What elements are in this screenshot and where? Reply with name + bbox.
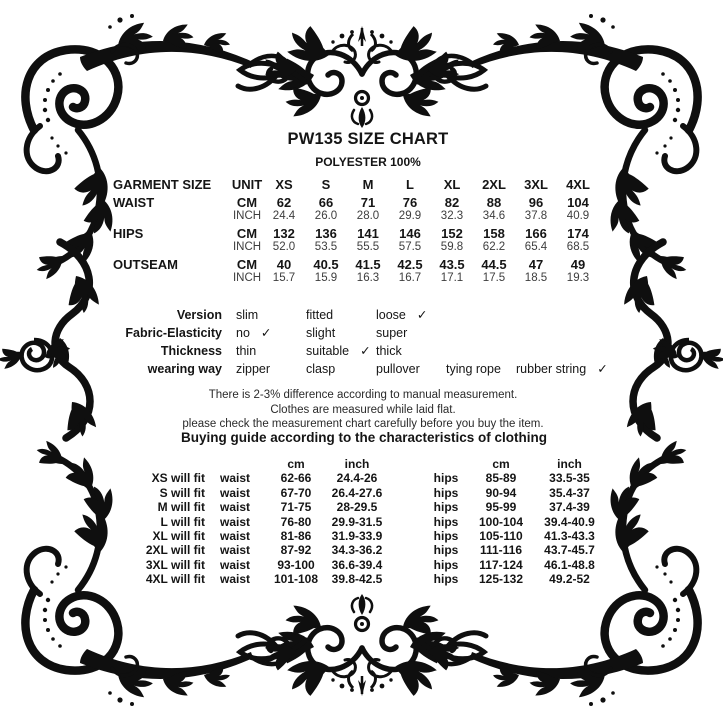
measure-label [113,210,231,223]
guide-waist-inch: 34.3-36.2 [331,543,383,558]
guide-waist-label: waist [219,485,250,500]
guide-row [120,500,607,514]
guide-spacer [387,529,422,543]
guide-header-row [120,457,607,471]
guide-row [120,543,607,557]
size-value: 65.4 [524,241,548,253]
attribute-option-text: clasp [306,362,336,376]
unit-label: CM [236,226,258,241]
check-icon: ✓ [260,326,272,340]
size-value: 68.5 [566,241,590,253]
attribute-option-text: super [376,326,408,340]
attribute-option [376,342,442,360]
size-col-header: 4XL [566,177,590,192]
guide-hips-label: hips [433,485,459,500]
guide-size-label: M will fit [157,500,205,515]
guide-waist-inch: 36.6-39.4 [331,557,383,572]
size-value: 52.0 [272,241,296,253]
attribute-row [112,360,612,378]
size-value: 29.9 [398,210,422,222]
buying-guide-table [120,457,607,587]
size-value: 59.8 [440,241,464,253]
guide-waist-label: waist [219,572,250,587]
size-value: 42.5 [397,257,423,272]
size-value: 66 [318,195,334,210]
size-table-header-row [113,177,599,192]
size-col-header: UNIT [231,177,263,192]
guide-spacer [387,500,422,514]
size-col-header: M [362,177,374,192]
guide-size-label: 4XL will fit [145,572,205,587]
attribute-option-text: pullover [376,362,420,376]
measurement-notes [0,388,723,432]
size-value: 24.4 [272,210,296,222]
guide-row [120,515,607,529]
size-value: 47 [528,257,544,272]
attribute-option [236,324,302,342]
guide-waist-cm: 62-66 [280,471,312,486]
size-value: 34.6 [482,210,506,222]
guide-header-spacer [387,457,422,471]
attribute-row [112,342,612,360]
check-icon: ✓ [416,308,428,322]
size-value: 19.3 [566,272,590,284]
size-value: 158 [483,226,505,241]
attribute-option-text: no [236,326,250,340]
size-value: 166 [525,226,547,241]
size-value: 174 [567,226,589,241]
size-value: 43.5 [439,257,465,272]
guide-row [120,558,607,572]
size-value: 132 [273,226,295,241]
attribute-label: Fabric-Elasticity [125,326,222,340]
size-value: 71 [360,195,376,210]
size-table-row [113,210,599,223]
guide-hips-cm: 111-116 [479,543,523,558]
size-value: 26.0 [314,210,338,222]
guide-size-label: L will fit [160,514,205,529]
guide-hips-cm: 105-110 [479,529,523,544]
guide-hips-inch: 37.4-39 [549,500,590,515]
attribute-label: Thickness [160,344,222,358]
guide-waist-cm: 87-92 [280,543,312,558]
size-value: 53.5 [314,241,338,253]
size-value: 40 [276,257,292,272]
page-title: PW135 SIZE CHART [287,130,449,148]
size-col-header: L [406,177,414,192]
attribute-option-text: rubber string [516,362,587,376]
guide-hips-inch: 46.1-48.8 [544,557,595,572]
attribute-option [236,342,302,360]
guide-hips-cm: 100-104 [478,514,524,529]
note-line: Clothes are measured while laid flat. [270,403,456,416]
size-value: 76 [402,195,418,210]
attribute-option [306,360,372,378]
clothing-attributes [112,306,612,378]
guide-spacer [387,515,422,529]
guide-size-label: XS will fit [151,471,205,486]
guide-size-label: 2XL will fit [145,543,205,558]
guide-waist-label: waist [219,500,250,515]
size-value: 62 [276,195,292,210]
size-value: 141 [357,226,379,241]
guide-spacer [387,471,422,485]
attribute-label: wearing way [147,362,222,376]
guide-waist-cm: 67-70 [280,485,312,500]
guide-row [120,486,607,500]
size-table-row [113,254,599,272]
attribute-option-text: slight [306,326,336,340]
guide-col-header: cm [492,457,510,471]
size-value: 37.8 [524,210,548,222]
guide-spacer [387,558,422,572]
guide-hips-cm: 117-124 [479,557,523,572]
size-table-row [113,241,599,254]
guide-waist-inch: 39.8-42.5 [331,572,383,587]
attribute-option [516,360,608,378]
guide-waist-cm: 81-86 [280,529,312,544]
measure-label [113,272,231,285]
size-col-header: GARMENT SIZE [113,177,212,192]
size-value: 17.5 [482,272,506,284]
size-value: 41.5 [355,257,381,272]
size-col-header: XL [443,177,461,192]
attribute-option-text: tying rope [446,362,501,376]
size-value: 16.7 [398,272,422,284]
guide-size-label: S will fit [159,485,205,500]
attribute-option-text: suitable [306,344,350,358]
guide-spacer [387,486,422,500]
guide-hips-cm: 95-99 [485,500,517,515]
attribute-option [306,306,372,324]
guide-col-header: inch [557,457,582,471]
guide-col-header: inch [344,457,370,471]
measure-label [113,241,231,254]
guide-waist-cm: 101-108 [273,572,319,587]
guide-waist-label: waist [219,543,250,558]
guide-waist-label: waist [219,514,250,529]
material-subtitle: POLYESTER 100% [315,155,421,169]
note-line: There is 2-3% difference according to manual measurement. [208,389,518,401]
attribute-option-text: thick [376,344,402,358]
attribute-row [112,324,612,342]
size-value: 40.5 [313,257,339,272]
guide-waist-label: waist [219,557,250,572]
size-table [113,177,599,285]
guide-col-header: cm [287,457,305,471]
size-value: 88 [486,195,502,210]
guide-waist-cm: 76-80 [280,514,312,529]
guide-waist-inch: 31.9-33.9 [331,529,383,544]
guide-hips-inch: 49.2-52 [549,572,590,587]
guide-waist-cm: 93-100 [277,557,315,572]
guide-waist-inch: 28-29.5 [336,500,378,515]
size-value: 96 [528,195,544,210]
size-value: 44.5 [481,257,507,272]
attribute-option [306,324,372,342]
guide-hips-label: hips [433,514,459,529]
size-value: 57.5 [398,241,422,253]
attribute-option [446,360,512,378]
guide-spacer [387,543,422,557]
guide-header-spacer [205,457,265,471]
guide-hips-inch: 39.4-40.9 [544,514,595,529]
guide-size-label: XL will fit [152,529,205,544]
size-table-row [113,223,599,241]
attribute-option [236,360,302,378]
size-table-row [113,272,599,285]
size-value: 15.9 [314,272,338,284]
unit-label: CM [236,195,258,210]
guide-waist-inch: 26.4-27.6 [331,485,383,500]
measure-label: OUTSEAM [113,257,178,272]
guide-header-spacer [422,457,470,471]
size-value: 18.5 [524,272,548,284]
unit-label: CM [236,257,258,272]
check-icon: ✓ [360,344,371,358]
unit-label: INCH [232,210,262,222]
guide-hips-inch: 33.5-35 [549,471,590,486]
check-icon: ✓ [597,362,608,376]
guide-hips-label: hips [433,557,459,572]
guide-waist-inch: 29.9-31.5 [331,514,383,529]
guide-header-spacer [120,457,205,471]
attribute-label: Version [176,308,222,322]
buying-guide-heading: Buying guide according to the characteristics of clothing [180,430,548,445]
guide-waist-cm: 71-75 [280,500,312,515]
size-value: 146 [399,226,421,241]
size-col-header: S [321,177,331,192]
guide-hips-label: hips [433,529,459,544]
size-col-header: 2XL [482,177,506,192]
attribute-option-text: loose [376,308,406,322]
guide-row [120,572,607,586]
guide-spacer [387,572,422,586]
size-value: 152 [441,226,463,241]
attribute-option-text: slim [236,308,259,322]
guide-waist-label: waist [219,471,250,486]
size-value: 32.3 [440,210,464,222]
guide-size-label: 3XL will fit [145,557,205,572]
size-col-header: XS [275,177,293,192]
note-line: please check the measurement chart carefully before you buy the item. [182,418,544,430]
size-value: 15.7 [272,272,296,284]
measure-label: HIPS [113,226,144,241]
guide-row [120,529,607,543]
size-value: 82 [444,195,460,210]
guide-hips-inch: 43.7-45.7 [544,543,595,558]
attribute-option [236,306,302,324]
measure-label: WAIST [113,195,155,210]
guide-hips-inch: 41.3-43.3 [544,529,595,544]
size-value: 104 [567,195,589,210]
guide-waist-inch: 24.4-26 [336,471,378,486]
guide-hips-cm: 90-94 [485,485,517,500]
attribute-option-text: fitted [306,308,334,322]
guide-hips-label: hips [433,572,459,587]
size-value: 136 [315,226,337,241]
guide-hips-label: hips [433,500,459,515]
attribute-option-text: zipper [236,362,271,376]
attribute-option [376,306,442,324]
guide-hips-label: hips [433,543,459,558]
size-col-header: 3XL [524,177,548,192]
attribute-row [112,306,612,324]
attribute-option-text: thin [236,344,257,358]
size-value: 17.1 [440,272,464,284]
attribute-option [306,342,372,360]
attribute-option [376,324,442,342]
guide-hips-cm: 125-132 [478,572,524,587]
unit-label: INCH [232,241,262,253]
size-value: 40.9 [566,210,590,222]
size-table-row [113,192,599,210]
guide-hips-inch: 35.4-37 [549,485,590,500]
guide-waist-label: waist [219,529,250,544]
guide-row [120,471,607,485]
size-value: 62.2 [482,241,506,253]
attribute-option [376,360,442,378]
unit-label: INCH [232,272,262,284]
guide-hips-label: hips [433,471,459,486]
size-value: 55.5 [356,241,380,253]
size-value: 16.3 [356,272,380,284]
size-value: 28.0 [356,210,380,222]
guide-hips-cm: 85-89 [485,471,517,486]
size-value: 49 [570,257,586,272]
